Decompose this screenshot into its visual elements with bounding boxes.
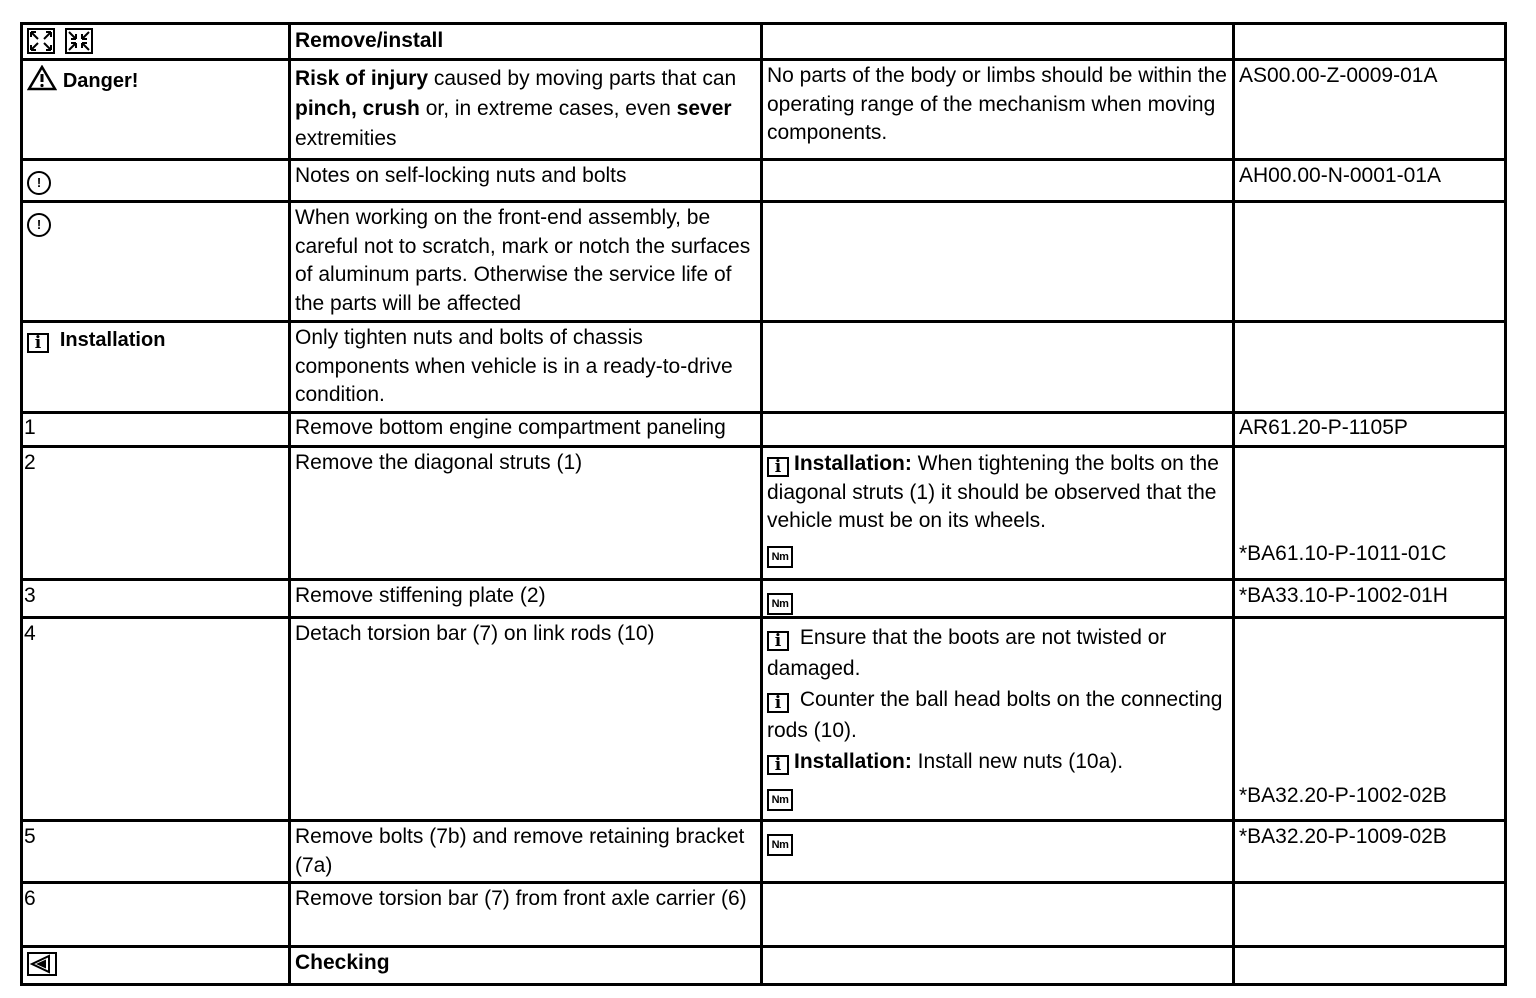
procedure-table [20, 22, 1507, 986]
step-number: 1 [22, 413, 290, 447]
table-row-step [22, 413, 1506, 447]
checking-icon [27, 952, 57, 976]
step-number: 4 [22, 618, 290, 821]
table-row-step [22, 821, 1506, 883]
step-number: 6 [22, 883, 290, 947]
boots-note: Ensure that the boots are not twisted or damaged. [767, 626, 1167, 680]
table-row-header [22, 24, 1506, 60]
cell-checking-icon [22, 947, 290, 985]
step-text: Remove bottom engine compartment paneling [290, 413, 762, 447]
cell-empty [762, 24, 1234, 60]
note-icon: ! [27, 171, 51, 195]
step-text: Remove bolts (7b) and remove retaining bracket (7a) [290, 821, 762, 883]
step-text: Remove the diagonal struts (1) [290, 447, 762, 580]
table-row-danger [22, 60, 1506, 160]
cell-empty [762, 413, 1234, 447]
step-notes [762, 447, 1234, 580]
step-number: 5 [22, 821, 290, 883]
step-reference [1234, 447, 1506, 580]
torque-reference[interactable]: *BA61.10-P-1011-01C [1239, 542, 1447, 565]
installation-note-text: Install new nuts (10a). [911, 750, 1124, 773]
ball-head-note: Counter the ball head bolts on the connecting rods (10). [767, 688, 1223, 742]
cell-empty [762, 160, 1234, 202]
danger-description: Risk of injury caused by moving parts that can pinch, crush or, in extreme cases, even sever extremities [290, 60, 762, 160]
table-row-step [22, 883, 1506, 947]
cell-empty [1234, 883, 1506, 947]
cell-remove-install-icons [22, 24, 290, 60]
cell-empty [762, 202, 1234, 322]
step-notes [762, 821, 1234, 883]
cell-empty [762, 947, 1234, 985]
note-self-locking: Notes on self-locking nuts and bolts [290, 160, 762, 202]
info-icon: i [767, 631, 789, 651]
info-icon: i [767, 693, 789, 713]
cell-empty [1234, 322, 1506, 413]
table-row-installation [22, 322, 1506, 413]
step-number: 2 [22, 447, 290, 580]
table-row-checking [22, 947, 1506, 985]
step-reference [1234, 618, 1506, 821]
installation-note-label: Installation: [794, 750, 912, 773]
installation-note-label: Installation: [794, 452, 912, 475]
remove-icon [27, 28, 55, 54]
cell-empty [1234, 24, 1506, 60]
remove-install-title: Remove/install [290, 24, 762, 60]
installation-text: Only tighten nuts and bolts of chassis components when vehicle is in a ready-to-drive condition. [290, 322, 762, 413]
step-text: Detach torsion bar (7) on link rods (10) [290, 618, 762, 821]
torque-reference[interactable]: *BA33.10-P-1002-01H [1234, 580, 1506, 618]
cell-empty [1234, 202, 1506, 322]
torque-icon[interactable]: Nm [767, 546, 793, 568]
note-self-locking-reference[interactable]: AH00.00-N-0001-01A [1234, 160, 1506, 202]
cell-installation-label [22, 322, 290, 413]
table-row-note [22, 202, 1506, 322]
torque-icon[interactable]: Nm [767, 593, 793, 615]
torque-icon[interactable]: Nm [767, 789, 793, 811]
torque-icon[interactable]: Nm [767, 834, 793, 856]
install-icon [65, 28, 93, 54]
step-notes [762, 618, 1234, 821]
cell-empty [1234, 947, 1506, 985]
cell-empty [762, 322, 1234, 413]
info-icon: i [767, 755, 789, 775]
cell-note-icon [22, 160, 290, 202]
table-row-step [22, 618, 1506, 821]
torque-reference[interactable]: *BA32.20-P-1002-02B [1239, 784, 1447, 807]
step-number: 3 [22, 580, 290, 618]
cell-empty [762, 883, 1234, 947]
table-row-step [22, 580, 1506, 618]
step-notes [762, 580, 1234, 618]
table-row-note [22, 160, 1506, 202]
cell-danger-label [22, 60, 290, 160]
step-text: Remove stiffening plate (2) [290, 580, 762, 618]
danger-note: No parts of the body or limbs should be within the operating range of the mechanism when moving components. [762, 60, 1234, 160]
info-icon: i [767, 457, 789, 477]
cell-note-icon [22, 202, 290, 322]
info-icon: i [27, 333, 49, 353]
note-icon: ! [27, 213, 51, 237]
checking-label: Checking [290, 947, 762, 985]
step-reference[interactable]: AR61.20-P-1105P [1234, 413, 1506, 447]
torque-reference[interactable]: *BA32.20-P-1009-02B [1234, 821, 1506, 883]
installation-note-text: When tightening the bolts on the diagonal struts (1) it should be observed that the vehicle must be on its wheels. [767, 452, 1219, 532]
warning-triangle-icon [27, 65, 57, 91]
note-aluminum-parts: When working on the front-end assembly, be careful not to scratch, mark or notch the surfaces of aluminum parts. Otherwise the service life of the parts will be affected [290, 202, 762, 322]
danger-label: Danger! [62, 70, 139, 92]
installation-label: Installation [59, 329, 166, 351]
table-row-step [22, 447, 1506, 580]
danger-reference[interactable]: AS00.00-Z-0009-01A [1234, 60, 1506, 160]
step-text: Remove torsion bar (7) from front axle carrier (6) [290, 883, 762, 947]
